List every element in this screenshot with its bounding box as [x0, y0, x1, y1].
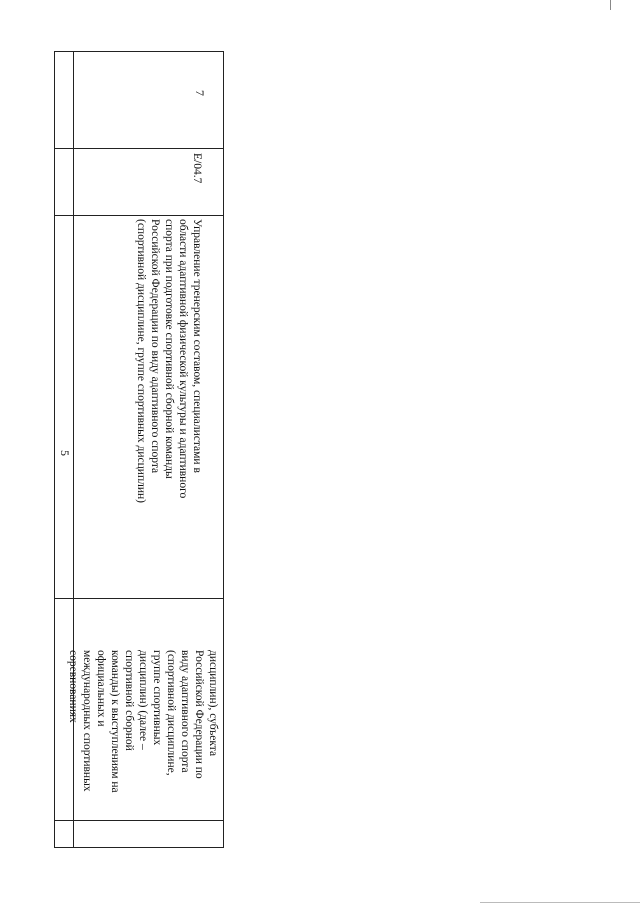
qualification-level-cell: 7: [193, 90, 207, 96]
table-divider: [55, 215, 223, 216]
competency-table: [54, 51, 224, 848]
table-divider: [55, 598, 223, 599]
function-code-cell: E/04.7: [191, 153, 203, 184]
page-number: 5: [58, 450, 72, 456]
table-divider: [55, 148, 223, 149]
scan-edge-mark: [480, 902, 640, 903]
labor-function-cell: Управление тренерским составом, специалистами в области адаптивной физической культуры и адаптивного спорта при подготовке спортивной сборной команды Российской Федерации по виду адаптивного спорта (спортивной дисциплине, группе спортивных дисциплин): [135, 219, 203, 503]
function-name-cell: дисциплин), субъекта Российской Федерации по виду адаптивного спорта (спортивной дисциплине, группе спортивных дисциплин) (далее – спортивной сборной команды) к выступлениям на официальных и международных спортивных соревнованиях: [67, 650, 219, 793]
table-divider: [55, 820, 223, 821]
scan-edge-mark: [610, 0, 612, 10]
